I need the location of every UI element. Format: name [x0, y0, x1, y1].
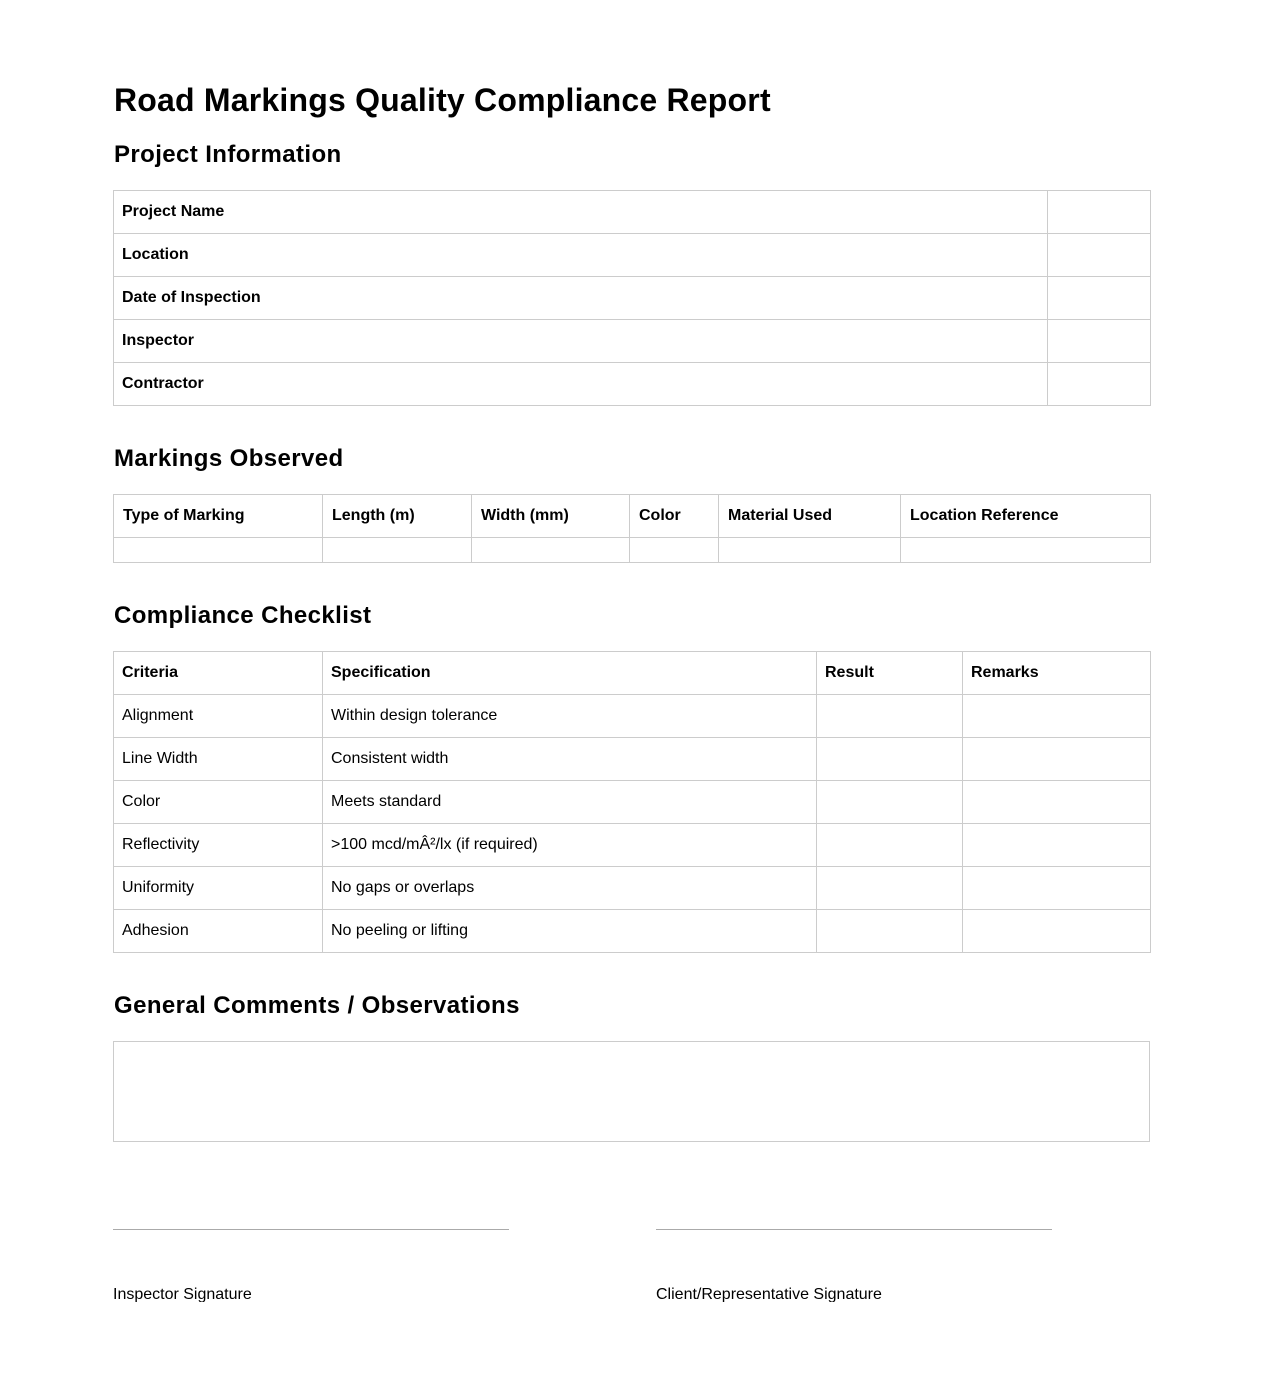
width-cell[interactable]	[472, 538, 630, 563]
table-row	[114, 781, 1151, 824]
criteria-cell: Color	[114, 781, 323, 824]
column-header-color: Color	[630, 495, 719, 538]
criteria-cell: Adhesion	[114, 910, 323, 953]
table-header-row	[114, 652, 1151, 695]
color-cell[interactable]	[630, 538, 719, 563]
table-row	[114, 191, 1151, 234]
compliance-checklist-table	[113, 651, 1151, 953]
location-label: Location	[114, 234, 1048, 277]
table-row	[114, 867, 1151, 910]
remarks-cell[interactable]	[963, 824, 1151, 867]
markings-observed-heading: Markings Observed	[114, 445, 344, 472]
project-name-label: Project Name	[114, 191, 1048, 234]
table-row	[114, 277, 1151, 320]
remarks-cell[interactable]	[963, 910, 1151, 953]
remarks-cell[interactable]	[963, 781, 1151, 824]
result-cell[interactable]	[817, 910, 963, 953]
criteria-cell: Line Width	[114, 738, 323, 781]
column-header-result: Result	[817, 652, 963, 695]
table-row	[114, 363, 1151, 406]
general-comments-heading: General Comments / Observations	[114, 992, 520, 1019]
location-reference-cell[interactable]	[901, 538, 1151, 563]
column-header-material-used: Material Used	[719, 495, 901, 538]
project-information-table	[113, 190, 1151, 406]
inspector-value[interactable]	[1048, 320, 1151, 363]
column-header-width: Width (mm)	[472, 495, 630, 538]
length-cell[interactable]	[323, 538, 472, 563]
remarks-cell[interactable]	[963, 695, 1151, 738]
general-comments-box[interactable]	[113, 1041, 1150, 1142]
material-used-cell[interactable]	[719, 538, 901, 563]
location-value[interactable]	[1048, 234, 1151, 277]
column-header-specification: Specification	[323, 652, 817, 695]
inspector-signature-block	[113, 1229, 509, 1302]
contractor-label: Contractor	[114, 363, 1048, 406]
column-header-length: Length (m)	[323, 495, 472, 538]
client-signature-line[interactable]	[656, 1229, 1052, 1230]
specification-cell: No peeling or lifting	[323, 910, 817, 953]
type-of-marking-cell[interactable]	[114, 538, 323, 563]
client-signature-block	[656, 1229, 1052, 1302]
specification-cell: No gaps or overlaps	[323, 867, 817, 910]
markings-observed-table	[113, 494, 1151, 563]
specification-cell: Meets standard	[323, 781, 817, 824]
result-cell[interactable]	[817, 824, 963, 867]
project-name-value[interactable]	[1048, 191, 1151, 234]
criteria-cell: Alignment	[114, 695, 323, 738]
column-header-location-reference: Location Reference	[901, 495, 1151, 538]
inspector-signature-line[interactable]	[113, 1229, 509, 1230]
client-signature-label: Client/Representative Signature	[656, 1286, 882, 1302]
column-header-criteria: Criteria	[114, 652, 323, 695]
result-cell[interactable]	[817, 695, 963, 738]
result-cell[interactable]	[817, 781, 963, 824]
table-row	[114, 910, 1151, 953]
table-row	[114, 824, 1151, 867]
date-of-inspection-value[interactable]	[1048, 277, 1151, 320]
signature-section	[113, 1229, 1150, 1302]
remarks-cell[interactable]	[963, 738, 1151, 781]
report-title: Road Markings Quality Compliance Report	[114, 82, 771, 118]
table-row	[114, 738, 1151, 781]
remarks-cell[interactable]	[963, 867, 1151, 910]
table-row	[114, 695, 1151, 738]
specification-cell: Within design tolerance	[323, 695, 817, 738]
contractor-value[interactable]	[1048, 363, 1151, 406]
table-row	[114, 320, 1151, 363]
criteria-cell: Reflectivity	[114, 824, 323, 867]
specification-cell: >100 mcd/mÂ²/lx (if required)	[323, 824, 817, 867]
inspector-signature-label: Inspector Signature	[113, 1286, 252, 1302]
specification-cell: Consistent width	[323, 738, 817, 781]
table-header-row	[114, 495, 1151, 538]
result-cell[interactable]	[817, 867, 963, 910]
criteria-cell: Uniformity	[114, 867, 323, 910]
result-cell[interactable]	[817, 738, 963, 781]
compliance-checklist-heading: Compliance Checklist	[114, 602, 372, 629]
date-of-inspection-label: Date of Inspection	[114, 277, 1048, 320]
inspector-label: Inspector	[114, 320, 1048, 363]
column-header-type-of-marking: Type of Marking	[114, 495, 323, 538]
table-row	[114, 538, 1151, 563]
project-information-heading: Project Information	[114, 141, 342, 168]
table-row	[114, 234, 1151, 277]
column-header-remarks: Remarks	[963, 652, 1151, 695]
